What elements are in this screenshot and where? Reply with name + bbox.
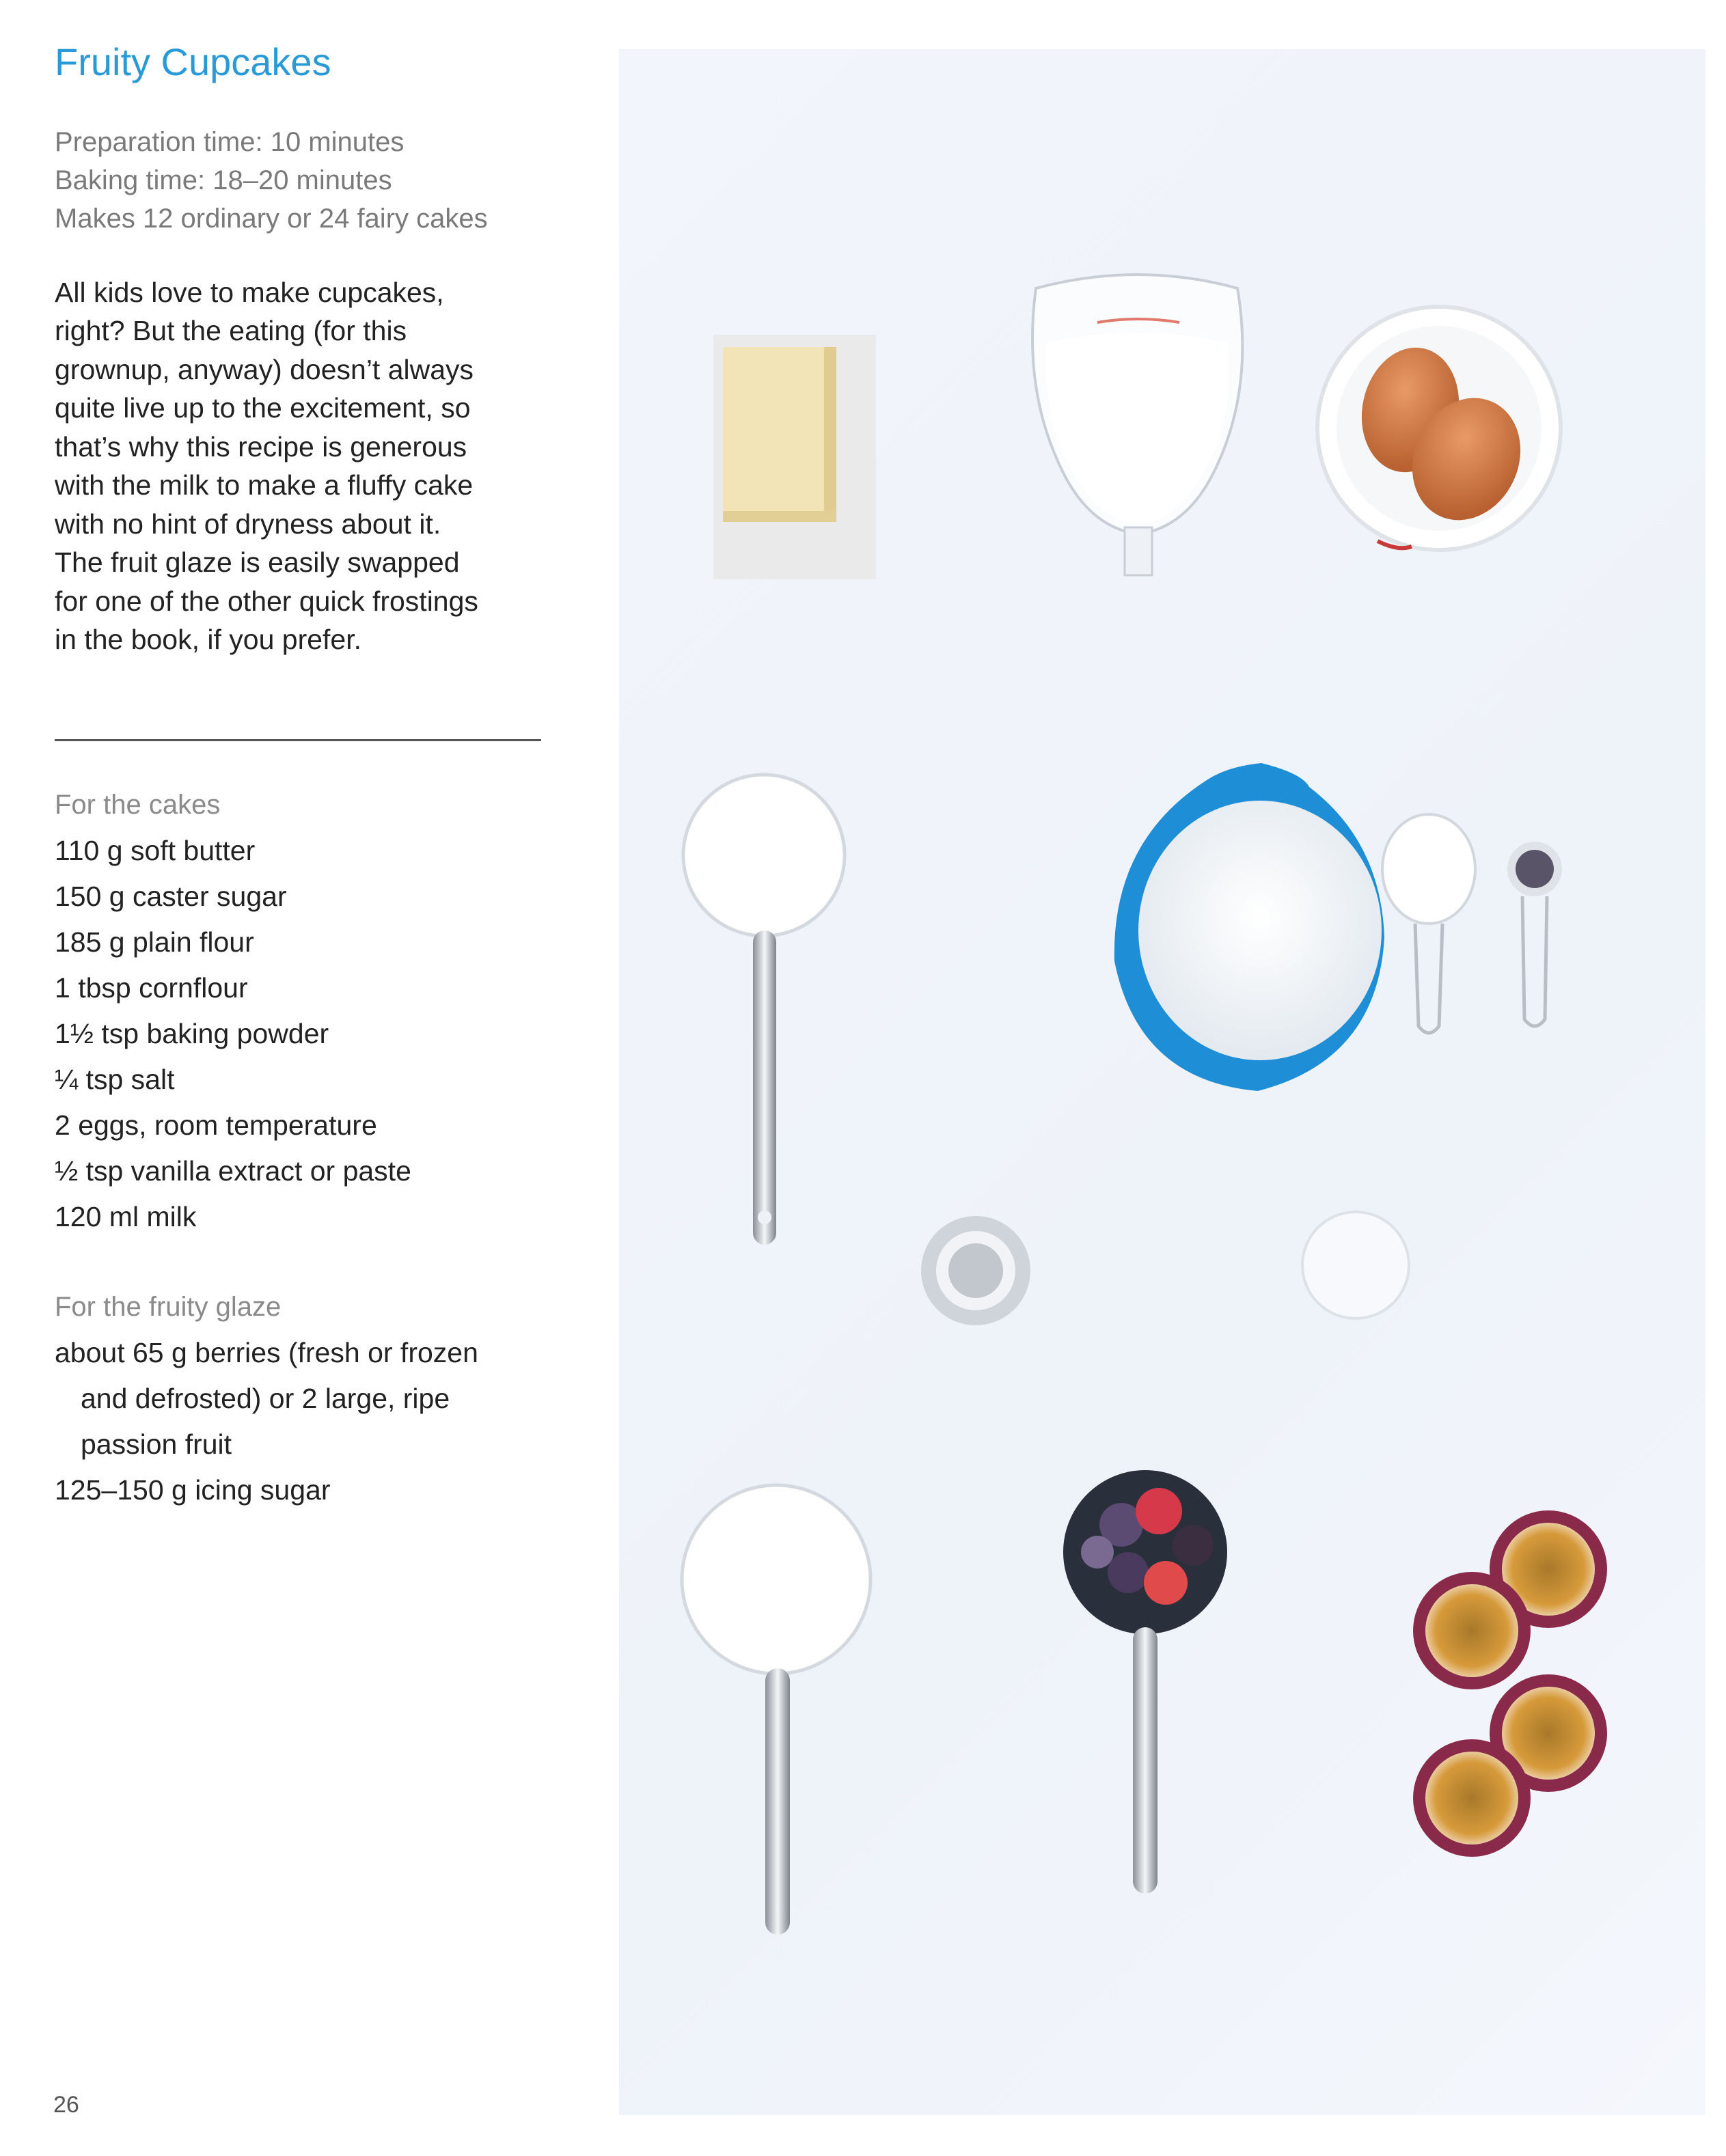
ingredient-item: 185 g plain flour [55,926,254,958]
intro-line: quite live up to the excitement, so [55,392,471,424]
ingredient-item: 110 g soft butter [55,835,256,866]
intro-line: The fruit glaze is easily swapped [55,547,460,579]
preparation-time: Preparation time: 10 minutes [55,126,405,157]
recipe-text-column [55,41,560,659]
ingredient-item-continuation: passion fruit [81,1428,232,1460]
icing-sugar-measuring-cup [682,1485,871,1935]
milk-jug [1032,275,1242,575]
section-divider [55,739,541,741]
glaze-heading: For the fruity glaze [55,1292,282,1322]
ingredients-illustration [619,49,1706,2115]
passion-fruit-halves [1413,1510,1607,1857]
intro-line: that’s why this recipe is generous [55,430,467,462]
egg-bowl [1317,307,1561,550]
ingredient-item: 125–150 g icing sugar [55,1474,331,1506]
ingredients-list [55,782,560,1513]
butter-block [713,335,876,579]
small-glass-bowl [1302,1212,1409,1318]
intro-line: All kids love to make cupcakes, [55,276,444,308]
ingredient-item: ½ tsp vanilla extract or paste [55,1155,411,1187]
flour-bowl [1114,763,1384,1091]
ingredients-photo [619,49,1706,2115]
intro-line: with the milk to make a fluffy cake [55,469,474,501]
yield: Makes 12 ordinary or 24 fairy cakes [55,203,488,234]
sugar-measuring-cup [683,775,845,1245]
intro-line: right? But the eating (for this [55,315,407,347]
ingredient-item-continuation: and defrosted) or 2 large, ripe [81,1383,450,1414]
ingredient-item: 1½ tsp baking powder [55,1018,329,1049]
small-steel-bowl [921,1216,1030,1325]
ingredient-item: 150 g caster sugar [55,881,287,912]
cakes-heading: For the cakes [55,790,221,820]
ingredient-item: 1 tbsp cornflour [55,972,248,1004]
recipe-meta [55,123,560,238]
berries-scoop [1063,1470,1227,1894]
ingredient-item: ¼ tsp salt [55,1064,175,1095]
intro-line: in the book, if you prefer. [55,624,361,656]
ingredient-item: 2 eggs, room temperature [55,1109,377,1141]
intro-line: grownup, anyway) doesn’t always [55,353,474,385]
ingredient-item: 120 ml milk [55,1201,197,1232]
measuring-spoons [1382,814,1562,1033]
page-number: 26 [53,2092,79,2118]
recipe-title: Fruity Cupcakes [55,40,331,83]
intro-line: for one of the other quick frostings [55,585,478,617]
ingredient-item: about 65 g berries (fresh or frozen [55,1337,478,1368]
spacer [55,1240,560,1284]
intro-paragraph [55,273,560,659]
intro-line: with no hint of dryness about it. [55,508,441,540]
baking-time: Baking time: 18–20 minutes [55,165,392,195]
